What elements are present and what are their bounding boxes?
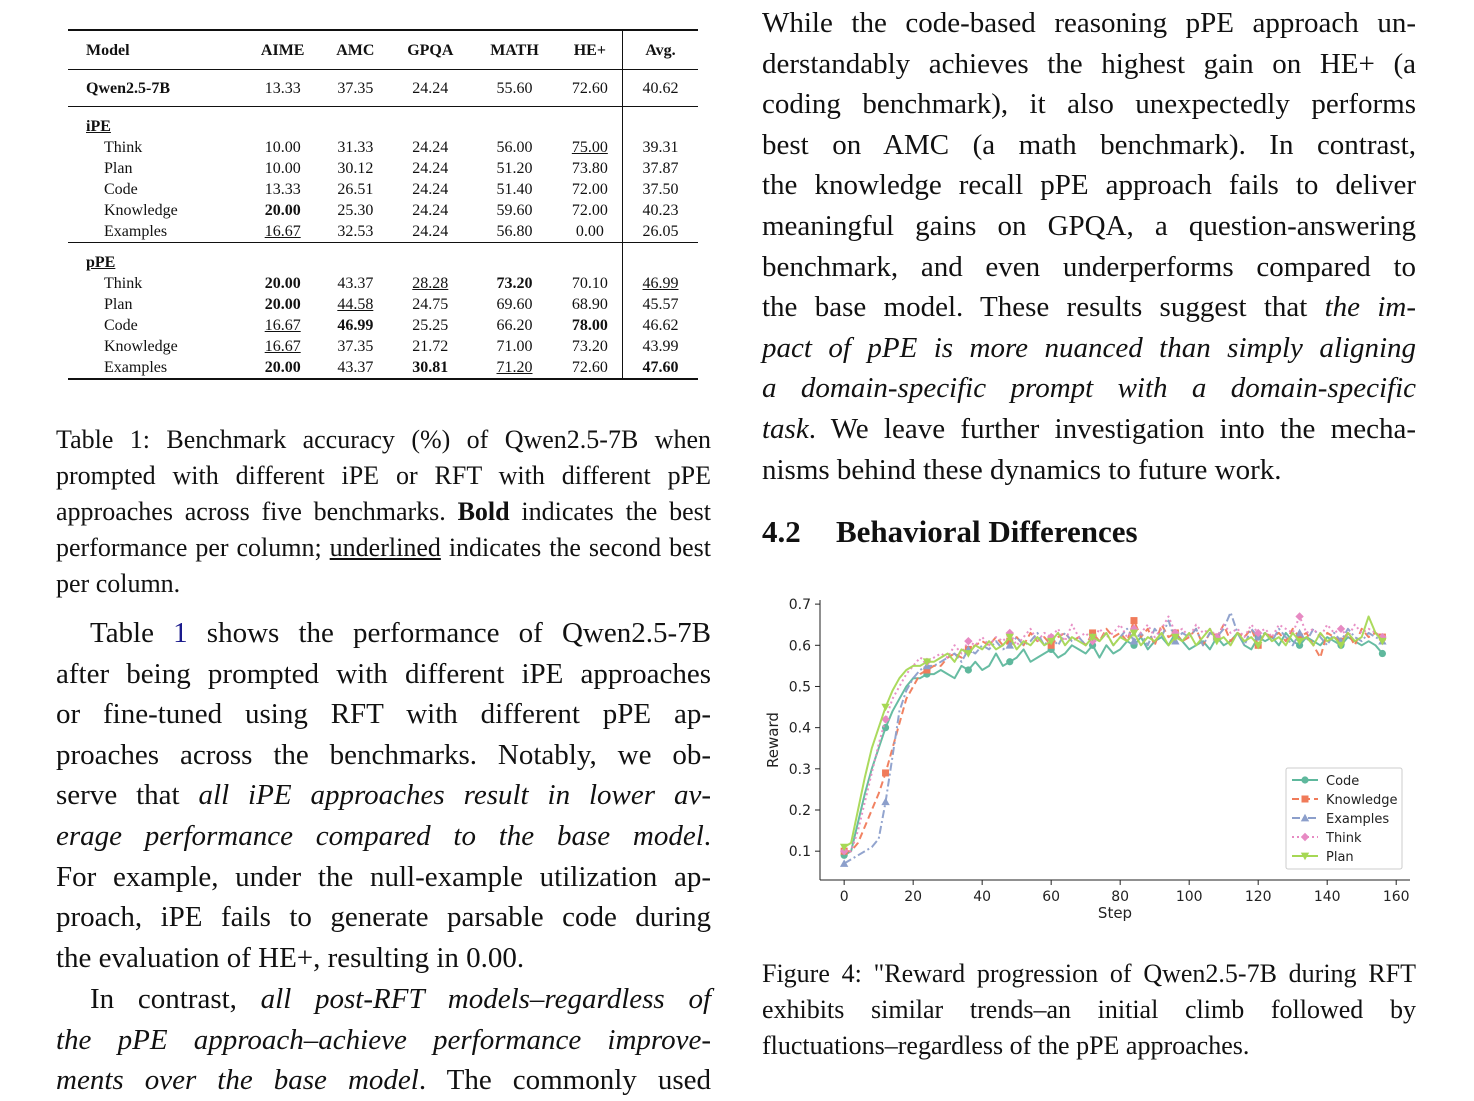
table-cell: 31.33	[337, 139, 374, 156]
table-cell: 24.24	[412, 160, 449, 177]
text-span: Table	[90, 617, 174, 649]
table-cell: 37.87	[623, 158, 699, 179]
table-caption-prefix: Table 1: Benchmark accuracy (%) of Qwen2.5-7B when prompted with different iPE or RFT with different pPE approaches across five benchmarks.	[56, 425, 711, 526]
left-paragraph-2	[56, 979, 711, 1101]
text-span: . We leave further investigation into the mecha-	[808, 412, 1416, 445]
table-cell: 47.60	[623, 357, 699, 379]
table-cell: 13.33	[244, 70, 321, 107]
text-span: shows the performance of Qwen2.5-7B	[187, 617, 711, 649]
text-line: While the code-based reasoning pPE approach un-	[762, 7, 1416, 39]
text-span: In contrast,	[90, 983, 261, 1015]
table-cell-empty	[389, 107, 471, 138]
legend-marker-knowledge	[1302, 796, 1309, 803]
table-cell: 16.67	[264, 317, 301, 334]
table-cell: 46.99	[623, 273, 699, 294]
row-label: Examples	[68, 357, 244, 379]
text-line: nisms behind these dynamics to future work.	[762, 453, 1282, 486]
text-line	[56, 1020, 711, 1061]
table-cell: 43.99	[623, 336, 699, 357]
x-tick-label: 100	[1175, 889, 1203, 905]
text-line: the knowledge recall pPE approach fails to deliver	[762, 169, 1416, 202]
text-line	[762, 287, 1416, 328]
table-cell: 20.00	[264, 202, 301, 219]
table-caption	[56, 422, 711, 602]
table-cell-empty	[389, 243, 471, 274]
data-point-code	[1379, 650, 1386, 657]
legend-label: Examples	[1326, 812, 1390, 827]
column-header: AIME	[244, 30, 321, 70]
table-cell: 20.00	[244, 357, 321, 379]
table-cell: 72.00	[571, 202, 608, 219]
legend-label: Plan	[1326, 850, 1354, 865]
group-label: pPE	[68, 243, 244, 274]
text-line: derstandably achieves the highest gain on HE+ (a	[762, 47, 1416, 80]
table-cell: 0.00	[575, 223, 604, 240]
table-cell: 51.20	[496, 160, 533, 177]
table-cell: 66.20	[496, 317, 533, 334]
emphasis-span: task	[762, 412, 809, 445]
text-line	[56, 775, 711, 816]
table-cell: 10.00	[264, 139, 301, 156]
table-cell: 25.30	[337, 202, 374, 219]
text-line: coding benchmark), it also unexpectedly performs	[762, 88, 1416, 121]
table-cell-empty	[558, 243, 623, 274]
emphasis-span: pact of pPE is more nuanced than simply aligning	[762, 331, 1416, 364]
table-cell: 68.90	[571, 296, 608, 313]
y-tick-label: 0.1	[788, 844, 811, 861]
table-cell: 20.00	[264, 296, 301, 313]
table-cell: 56.80	[496, 223, 533, 240]
x-tick-label: 0	[839, 889, 849, 905]
text-line: benchmark, and even underperforms compared to	[762, 250, 1416, 283]
data-point-code	[965, 666, 972, 673]
data-point-examples	[881, 798, 889, 806]
table-cell: 25.25	[412, 317, 449, 334]
table-cell: 24.24	[412, 181, 449, 198]
table-cell: 40.62	[623, 70, 699, 107]
row-label: Code	[104, 317, 138, 334]
table-row	[68, 137, 698, 158]
emphasis-span: all post-RFT models–regardless of	[260, 983, 711, 1015]
legend-label: Knowledge	[1326, 793, 1398, 808]
table-cell-empty	[321, 243, 389, 274]
results-table-body	[68, 30, 698, 379]
table-row	[68, 221, 698, 243]
table-row	[68, 357, 698, 379]
y-tick-label: 0.3	[788, 761, 811, 778]
text-line	[56, 613, 711, 654]
table-row	[68, 179, 698, 200]
table-cell: 40.23	[623, 200, 699, 221]
data-point-code	[882, 724, 889, 731]
y-tick-label: 0.7	[788, 597, 811, 614]
row-label: Examples	[104, 223, 168, 240]
table-cell: 46.99	[337, 317, 374, 334]
text-line	[56, 979, 711, 1020]
table-cell: 71.00	[496, 338, 533, 355]
table-cell: 44.58	[337, 296, 374, 313]
legend-marker-code	[1301, 776, 1308, 783]
table-cell: 72.60	[558, 70, 623, 107]
table-cell: 43.37	[321, 357, 389, 379]
table-row	[68, 273, 698, 294]
table-row	[68, 158, 698, 179]
x-axis-label: Step	[1097, 904, 1133, 922]
table-cell-empty	[558, 107, 623, 138]
table-cell: 32.53	[337, 223, 374, 240]
table-cell: 21.72	[412, 338, 449, 355]
table-cell: 70.10	[571, 275, 608, 292]
table-cell: 26.05	[623, 221, 699, 243]
table-row	[68, 294, 698, 315]
table-cell: 56.00	[496, 139, 533, 156]
table-cell: 16.67	[264, 223, 301, 240]
x-tick-label: 160	[1382, 889, 1410, 905]
table-cell: 20.00	[264, 275, 301, 292]
table-cell: 26.51	[337, 181, 374, 198]
legend-label: Think	[1326, 831, 1362, 846]
row-label: Qwen2.5-7B	[68, 70, 244, 107]
table-cell: 72.60	[558, 357, 623, 379]
row-label: Knowledge	[104, 338, 178, 355]
text-line	[762, 409, 1416, 450]
text-line: best on AMC (a math benchmark). In contrast,	[762, 128, 1416, 161]
right-paragraph	[762, 3, 1416, 490]
table-cell: 46.62	[623, 315, 699, 336]
table-cell: 24.75	[412, 296, 449, 313]
table-cell-empty	[623, 107, 699, 138]
table-cell: 72.00	[571, 181, 608, 198]
table-cell: 71.20	[471, 357, 557, 379]
text-line	[762, 368, 1416, 409]
table-cell: 45.57	[623, 294, 699, 315]
row-label: Think	[104, 275, 143, 292]
table-row	[68, 336, 698, 357]
table-cell: 39.31	[623, 137, 699, 158]
column-header: Model	[68, 30, 244, 70]
table-cell-empty	[321, 107, 389, 138]
table-cell-empty	[471, 243, 557, 274]
table-caption-middle: indicates the best performance per column;	[56, 497, 712, 562]
row-label: Plan	[104, 296, 133, 313]
text-line	[762, 328, 1416, 369]
row-label: Plan	[104, 160, 133, 177]
figure-caption: Figure 4: "Reward progression of Qwen2.5-7B during RFT exhibits similar trends–an initial climb followed by fluctuations–regardless of the pPE approaches.	[762, 959, 1416, 1060]
results-table-wrapper	[68, 29, 698, 380]
data-point-knowledge	[1130, 617, 1137, 624]
table-cell: 73.20	[496, 275, 533, 292]
text-line: meaningful gains on GPQA, a question-answering	[762, 209, 1416, 242]
x-tick-label: 80	[1111, 889, 1130, 905]
text-line	[56, 816, 711, 857]
y-tick-label: 0.4	[788, 720, 811, 737]
emphasis-span: erage performance compared to the base model	[56, 819, 704, 852]
table-group-header	[68, 107, 698, 138]
y-tick-label: 0.5	[788, 679, 811, 696]
row-label: Code	[104, 181, 138, 198]
table-cell: 37.50	[623, 179, 699, 200]
column-header: HE+	[558, 30, 623, 70]
y-axis-label: Reward	[764, 712, 782, 768]
table-cell: 59.60	[496, 202, 533, 219]
column-header: GPQA	[389, 30, 471, 70]
section-number: 4.2	[762, 514, 801, 549]
table-caption-bold-word: Bold	[457, 497, 510, 526]
data-point-code	[1006, 658, 1013, 665]
data-point-think	[964, 637, 972, 645]
table-cell: 69.60	[496, 296, 533, 313]
text-span: serve that	[56, 779, 199, 812]
table-cell: 73.20	[571, 338, 608, 355]
emphasis-span: ments over the base model	[56, 1064, 419, 1097]
table-group-header	[68, 243, 698, 274]
table-caption-underline-word: underlined	[329, 533, 441, 562]
x-tick-label: 120	[1244, 889, 1272, 905]
row-label: Think	[104, 139, 143, 156]
left-paragraph-1	[56, 613, 711, 978]
text-line: after being prompted with different iPE approaches	[56, 657, 711, 690]
text-span: . The commonly used	[418, 1064, 711, 1097]
data-point-examples	[840, 859, 848, 867]
table-cell-empty	[244, 243, 321, 274]
text-line: proach, iPE fails to generate parsable code during	[56, 901, 711, 934]
text-line: the evaluation of HE+, resulting in 0.00.	[56, 941, 525, 974]
emphasis-span: all iPE approaches result in lower av-	[198, 779, 711, 812]
section-title: Behavioral Differences	[836, 514, 1138, 549]
table-cell: 37.35	[337, 338, 374, 355]
reward-line-chart	[760, 592, 1420, 932]
table-cell: 78.00	[571, 317, 608, 334]
text-line: For example, under the null-example utilization ap-	[56, 860, 711, 893]
results-table	[68, 29, 698, 380]
emphasis-span: the pPE approach–achieve performance improve-	[56, 1023, 711, 1056]
table-cell: 73.80	[571, 160, 608, 177]
data-point-knowledge	[882, 769, 889, 776]
x-tick-label: 140	[1313, 889, 1341, 905]
table-caption-suffix: indicates the second best per column.	[56, 533, 711, 598]
table-cell: 24.24	[412, 202, 449, 219]
group-label: iPE	[68, 107, 244, 138]
table-row	[68, 200, 698, 221]
x-tick-label: 20	[904, 889, 923, 905]
column-header: Avg.	[623, 30, 699, 70]
y-tick-label: 0.2	[788, 803, 811, 819]
text-line: proaches across the benchmarks. Notably, we ob-	[56, 738, 711, 771]
emphasis-span: a domain-specific prompt with a domain-specific	[762, 372, 1416, 405]
x-tick-label: 40	[973, 889, 992, 905]
table-cell-empty	[244, 107, 321, 138]
table-cell: 75.00	[571, 139, 608, 156]
column-header: MATH	[471, 30, 557, 70]
table-cell: 30.12	[337, 160, 374, 177]
legend-label: Code	[1326, 774, 1360, 789]
table-cell: 51.40	[496, 181, 533, 198]
row-label: Knowledge	[104, 202, 178, 219]
table-cell: 55.60	[471, 70, 557, 107]
table-row-base-model	[68, 70, 698, 107]
table-header-row	[68, 30, 698, 70]
table-cell: 24.24	[412, 223, 449, 240]
data-point-plan	[881, 704, 889, 712]
table-row	[68, 315, 698, 336]
emphasis-span: the im-	[1324, 291, 1416, 324]
text-span: .	[703, 819, 711, 852]
text-span: the base model. These results suggest that	[762, 291, 1325, 324]
section-heading	[762, 514, 1138, 550]
table-cell: 37.35	[321, 70, 389, 107]
column-header: AMC	[321, 30, 389, 70]
table-cell: 16.67	[264, 338, 301, 355]
table-cell: 10.00	[264, 160, 301, 177]
table-cell: 24.24	[412, 139, 449, 156]
data-point-think	[1295, 612, 1303, 620]
table-cell: 24.24	[389, 70, 471, 107]
table-cell: 13.33	[264, 181, 301, 198]
table-cell: 28.28	[412, 275, 449, 292]
x-tick-label: 60	[1042, 889, 1061, 905]
table-cell: 30.81	[389, 357, 471, 379]
table-reference-link[interactable]: 1	[173, 617, 188, 649]
table-cell: 43.37	[337, 275, 374, 292]
table-cell-empty	[623, 243, 699, 274]
table-cell-empty	[471, 107, 557, 138]
y-tick-label: 0.6	[788, 638, 811, 655]
text-line: or fine-tuned using RFT with different pPE ap-	[56, 698, 711, 731]
